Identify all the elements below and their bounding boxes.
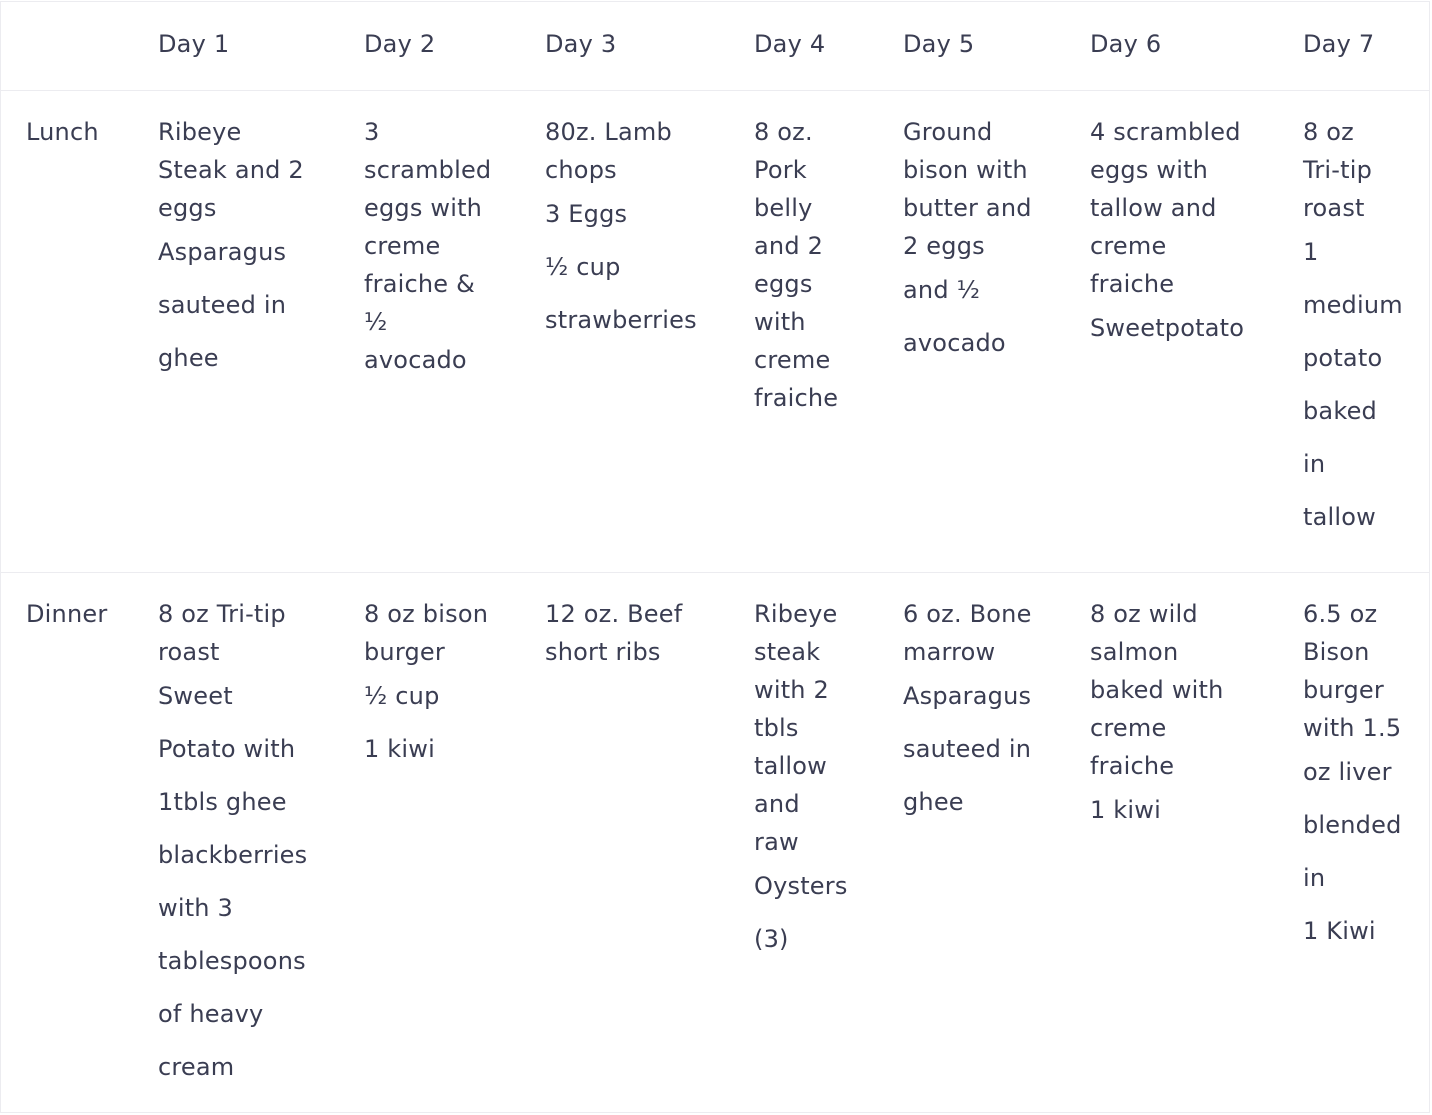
menu-item: cream (158, 1053, 235, 1081)
menu-item: ghee (158, 344, 219, 372)
dinner-day-6 (1090, 595, 1298, 837)
menu-item: Oysters (754, 872, 848, 900)
menu-item: tablespoons (158, 947, 306, 975)
menu-item: 1 kiwi (364, 735, 435, 763)
meal-label: Lunch (26, 118, 99, 146)
menu-item: of heavy (158, 1000, 264, 1028)
menu-item: Ground bison with butter and 2 eggs (903, 118, 1032, 260)
menu-item: Ribeye steak with 2 tbls tallow and raw (754, 600, 838, 856)
menu-item: Asparagus (903, 682, 1032, 710)
menu-item: potato (1303, 344, 1383, 372)
menu-item: Sweetpotato (1090, 314, 1245, 342)
lunch-day-6 (1090, 113, 1298, 355)
menu-item: baked (1303, 397, 1377, 425)
menu-item: and ½ (903, 276, 981, 304)
lunch-day-1 (158, 113, 358, 385)
header-day-7: Day 7 (1303, 30, 1375, 58)
menu-item: ½ cup (545, 253, 621, 281)
header-row (1, 2, 1429, 90)
menu-item: ghee (903, 788, 964, 816)
menu-item: 80z. Lamb chops (545, 118, 672, 184)
lunch-row (1, 90, 1429, 573)
dinner-day-5 (903, 595, 1085, 829)
menu-item: 8 oz bison burger (364, 600, 489, 666)
dinner-row (1, 572, 1429, 1115)
menu-item: with 3 (158, 894, 234, 922)
menu-item: oz liver (1303, 758, 1392, 786)
menu-item: 3 Eggs (545, 200, 628, 228)
meal-plan-table (0, 1, 1430, 1113)
menu-item: in (1303, 450, 1326, 478)
menu-item: 12 oz. Beef short ribs (545, 600, 683, 666)
menu-item: strawberries (545, 306, 697, 334)
menu-item: avocado (903, 329, 1006, 357)
lunch-day-2 (364, 113, 539, 386)
menu-item: blackberries (158, 841, 308, 869)
menu-item: (3) (754, 925, 789, 953)
lunch-day-5 (903, 113, 1085, 370)
menu-item: sauteed in (158, 291, 287, 319)
meal-label-lunch (26, 113, 151, 158)
menu-item: 1 kiwi (1090, 796, 1161, 824)
menu-item: medium (1303, 291, 1403, 319)
menu-item: 8 oz Tri-tip roast (158, 600, 286, 666)
menu-item: sauteed in (903, 735, 1032, 763)
lunch-day-7 (1303, 113, 1427, 544)
header-day-5: Day 5 (903, 30, 975, 58)
meal-label-dinner (26, 595, 151, 640)
menu-item: 8 oz wild salmon baked with creme fraiche (1090, 600, 1224, 780)
lunch-day-3 (545, 113, 745, 347)
header-day-1: Day 1 (158, 30, 230, 58)
menu-item: blended (1303, 811, 1402, 839)
header-day-2: Day 2 (364, 30, 436, 58)
menu-item: 1 (1303, 238, 1319, 266)
menu-item: Ribeye Steak and 2 eggs (158, 118, 304, 222)
dinner-day-4 (754, 595, 899, 966)
menu-item: 8 oz Tri-tip roast (1303, 118, 1373, 222)
header-day-3: Day 3 (545, 30, 617, 58)
lunch-day-4 (754, 113, 899, 424)
menu-item: 3 scrambled eggs with creme fraiche & ½ avocado (364, 118, 492, 374)
header-day-4: Day 4 (754, 30, 826, 58)
menu-item: Potato with (158, 735, 296, 763)
menu-item: 6.5 oz Bison burger with 1.5 (1303, 600, 1402, 742)
dinner-day-7 (1303, 595, 1427, 958)
menu-item: Sweet (158, 682, 233, 710)
menu-item: in (1303, 864, 1326, 892)
menu-item: ½ cup (364, 682, 440, 710)
header-day-6: Day 6 (1090, 30, 1162, 58)
menu-item: 1 Kiwi (1303, 917, 1376, 945)
dinner-day-1 (158, 595, 358, 1094)
menu-item: 6 oz. Bone marrow (903, 600, 1032, 666)
dinner-day-2 (364, 595, 539, 776)
menu-item: 8 oz. Pork belly and 2 eggs with creme fraiche (754, 118, 839, 412)
menu-item: Asparagus (158, 238, 287, 266)
dinner-day-3 (545, 595, 745, 678)
meal-label: Dinner (26, 600, 108, 628)
menu-item: 1tbls ghee (158, 788, 287, 816)
menu-item: 4 scrambled eggs with tallow and creme fraiche (1090, 118, 1241, 298)
menu-item: tallow (1303, 503, 1376, 531)
